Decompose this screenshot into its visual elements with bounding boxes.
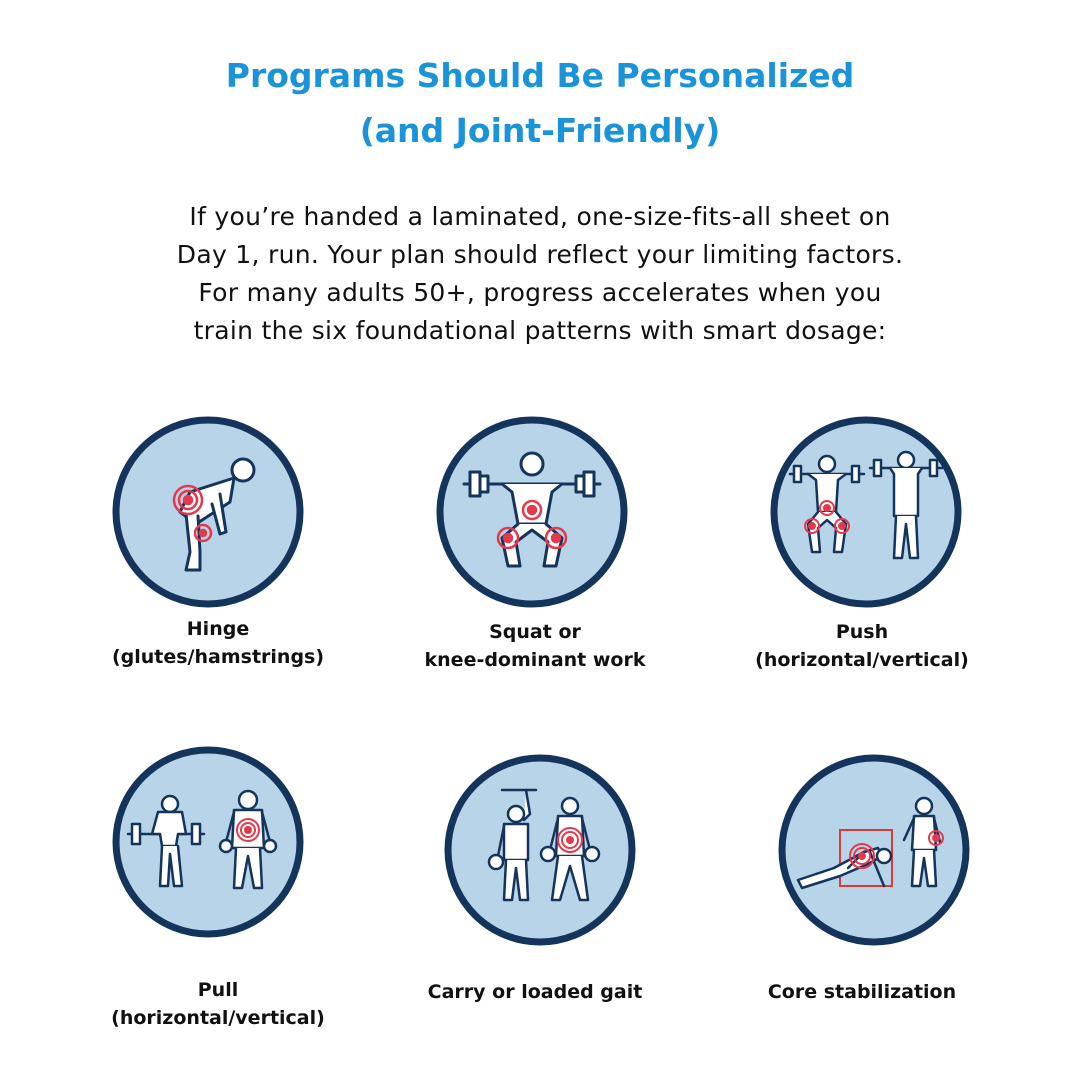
caption-line: knee-dominant work	[424, 649, 646, 671]
caption-line: (horizontal/vertical)	[755, 649, 969, 671]
title-line-2: (and Joint-Friendly)	[359, 111, 721, 150]
caption-line: Core stabilization	[767, 981, 957, 1003]
page-title	[0, 48, 1080, 158]
intro-paragraph	[60, 198, 1020, 350]
core-stabilization-caption	[702, 978, 1022, 1006]
hinge-icon	[108, 412, 308, 612]
intro-line: train the six foundational patterns with smart dosage:	[193, 316, 887, 345]
squat-icon	[432, 412, 632, 612]
carry-icon	[440, 750, 640, 950]
caption-line: (glutes/hamstrings)	[111, 646, 325, 668]
pull-caption	[58, 976, 378, 1032]
pull-icon	[108, 742, 308, 942]
carry-caption	[375, 978, 695, 1006]
caption-line: Pull	[197, 979, 239, 1001]
caption-line: (horizontal/vertical)	[111, 1007, 325, 1029]
hinge-caption	[58, 615, 378, 671]
core-stabilization-icon	[774, 750, 974, 950]
caption-line: Carry or loaded gait	[427, 981, 643, 1003]
push-caption	[702, 618, 1022, 674]
intro-line: For many adults 50+, progress accelerates when you	[198, 278, 882, 307]
title-line-1: Programs Should Be Personalized	[225, 56, 855, 95]
intro-line: Day 1, run. Your plan should reflect your limiting factors.	[176, 240, 904, 269]
caption-line: Push	[835, 621, 889, 643]
caption-line: Squat or	[489, 621, 581, 643]
caption-line: Hinge	[186, 618, 250, 640]
intro-line: If you’re handed a laminated, one-size-fits-all sheet on	[189, 202, 891, 231]
squat-caption	[375, 618, 695, 674]
push-icon	[766, 412, 966, 612]
